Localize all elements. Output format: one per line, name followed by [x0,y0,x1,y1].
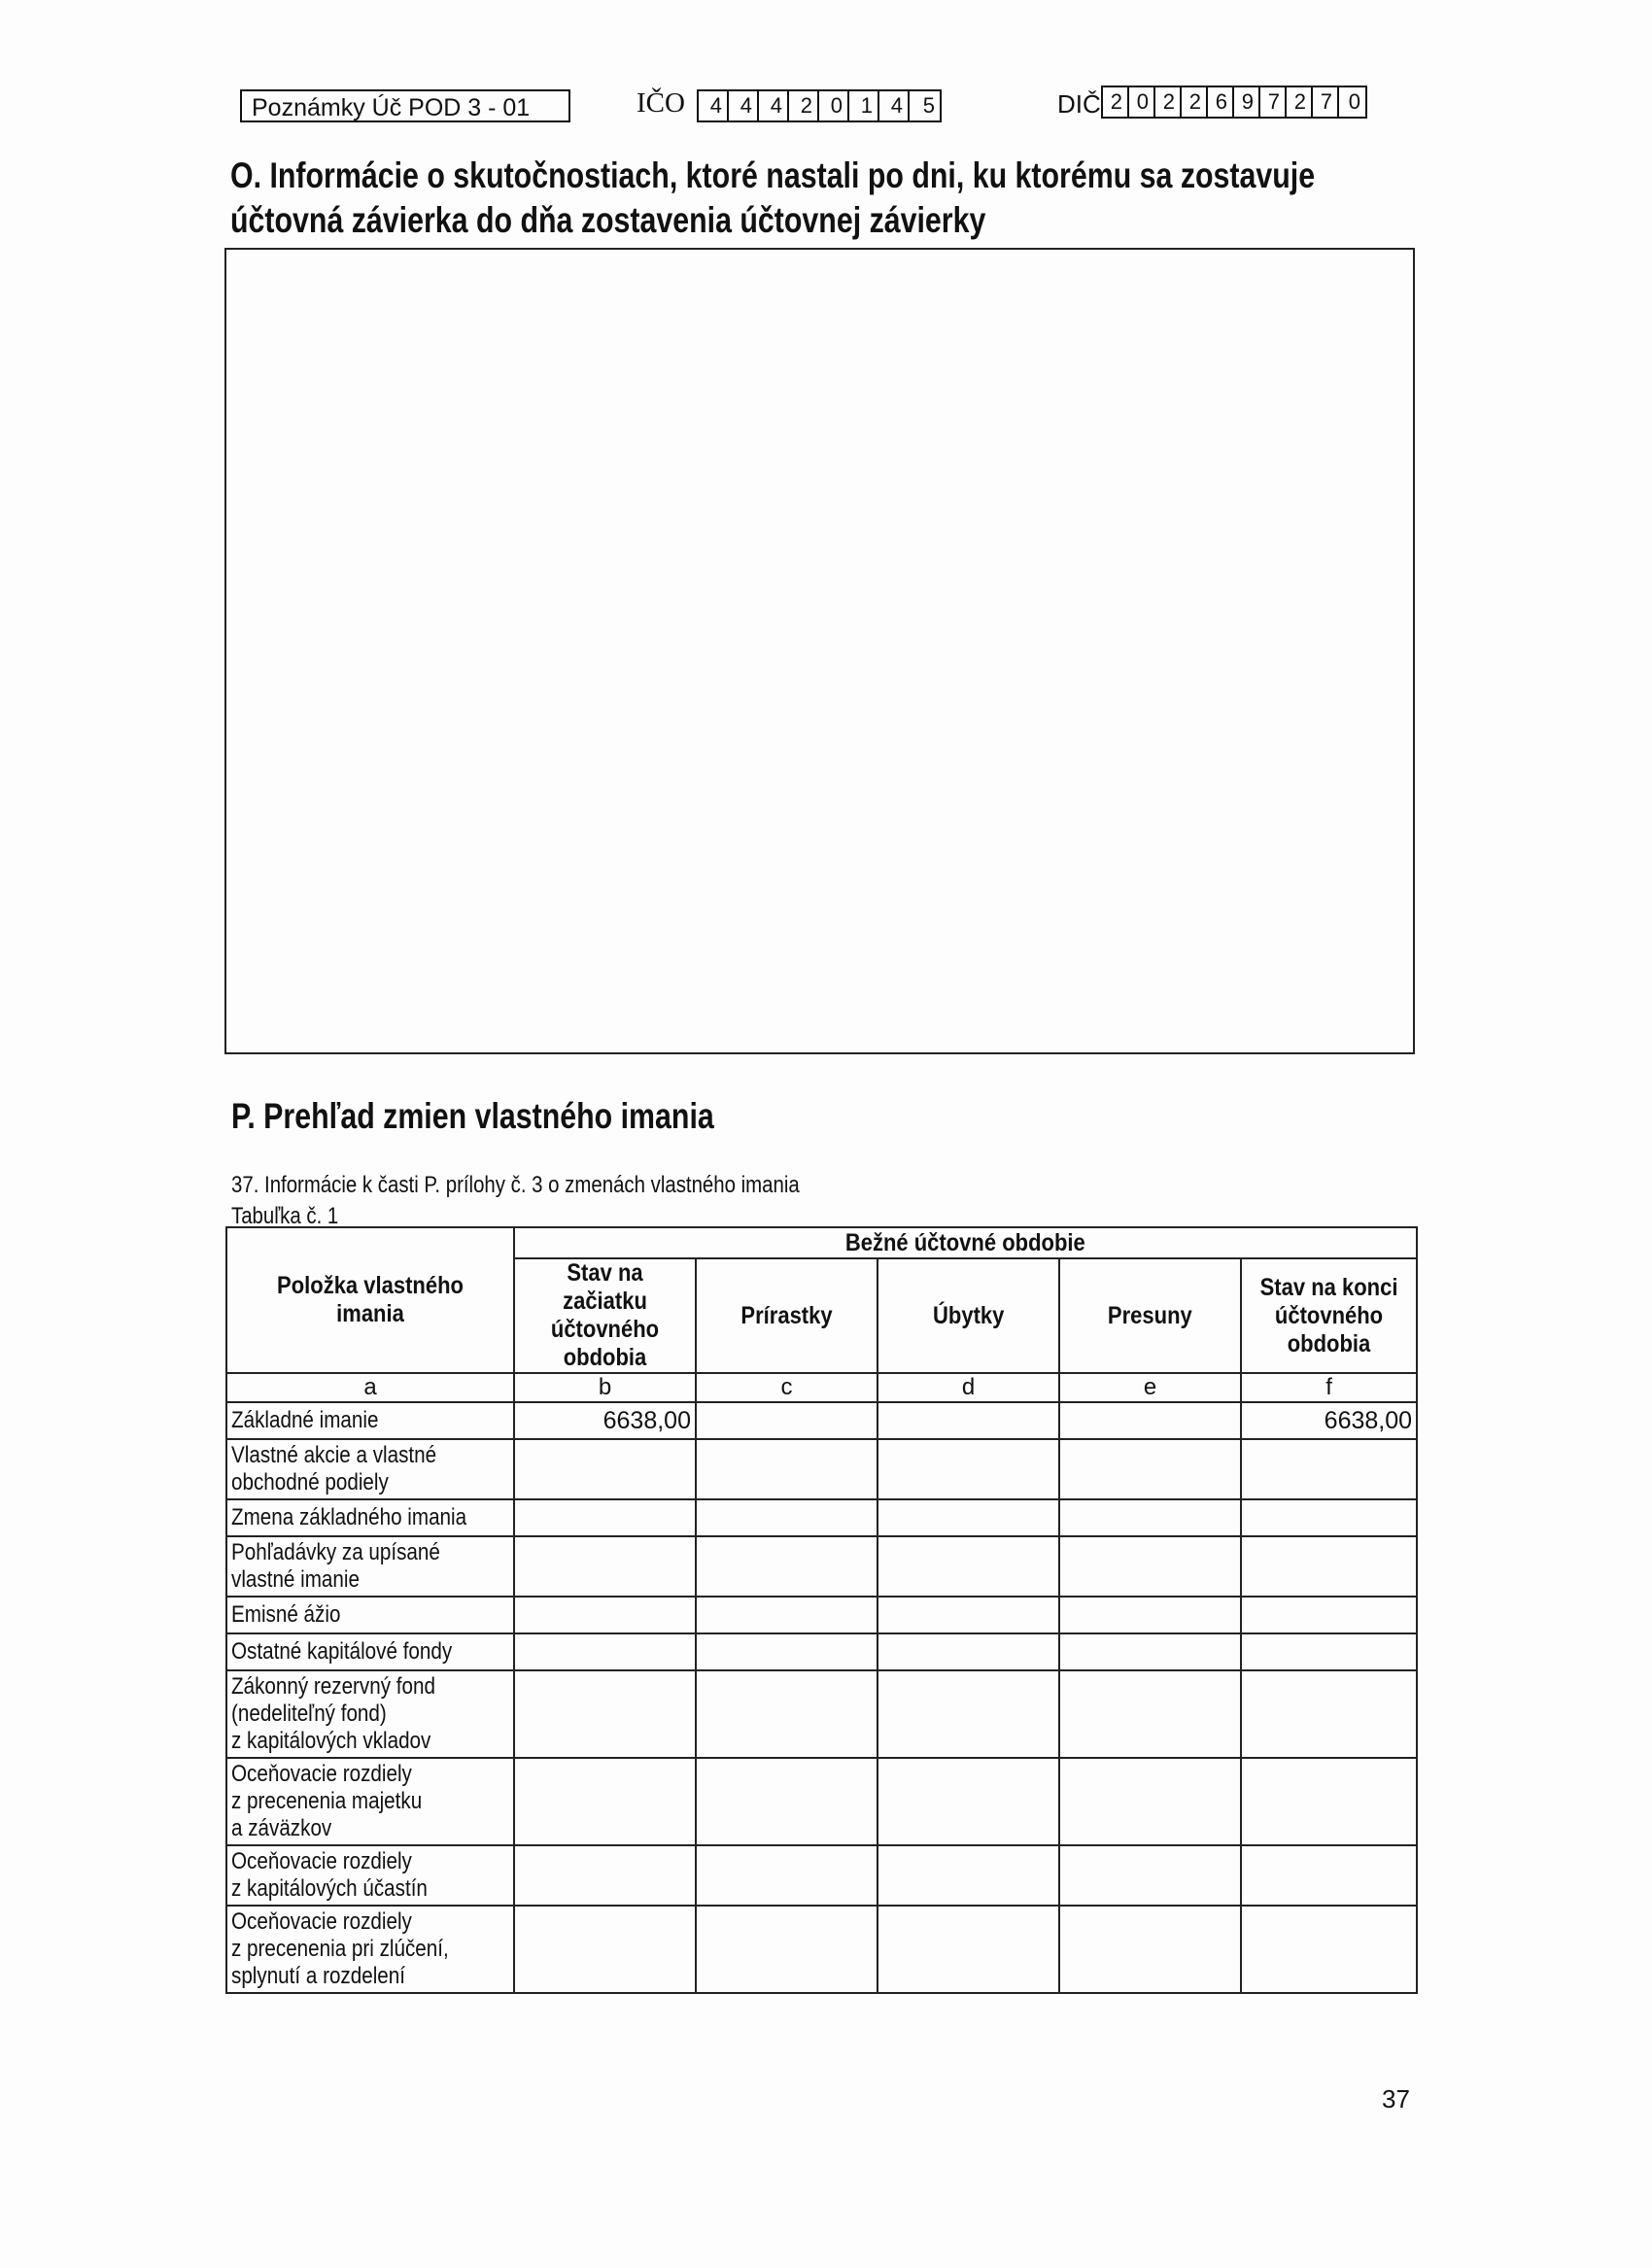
cell-start [514,1670,696,1758]
row-label-line: Oceňovacie rozdiely [231,1761,412,1787]
row-label [226,1439,514,1499]
cell-start [514,1499,696,1536]
section-p-heading: P. Prehľad zmien vlastného imania [231,1096,714,1136]
digit-box: 0 [1129,87,1155,117]
row-label-line: Vlastné akcie a vlastné [231,1442,437,1468]
row-label [226,1597,514,1633]
section-o-text-box [224,248,1415,1054]
digit-box: 7 [1313,87,1339,117]
cell-increase [696,1439,878,1499]
table-row [226,1906,1417,1993]
row-label-line: Ostatné kapitálové fondy [231,1638,453,1665]
digit-box: 6 [1208,87,1234,117]
cell-start [514,1633,696,1670]
cell-transfer [1059,1845,1241,1906]
column-letters-row [226,1373,1417,1402]
digit-box: 2 [1155,87,1182,117]
cell-end [1241,1670,1417,1758]
cell-increase [696,1597,878,1633]
table-row [226,1758,1417,1845]
digit-box: 2 [1182,87,1208,117]
cell-end [1241,1536,1417,1597]
cell-end [1241,1499,1417,1536]
cell-start [514,1845,696,1906]
row-label [226,1670,514,1758]
cell-start [514,1597,696,1633]
column-letter: c [696,1373,878,1402]
cell-increase [696,1845,878,1906]
table-row [226,1536,1417,1597]
row-label-line: z precenenia pri zlúčení, [231,1936,449,1962]
digit-box: 4 [879,91,910,120]
table-row [226,1499,1417,1536]
row-label [226,1845,514,1906]
cell-increase [696,1499,878,1536]
dic-label: DIČ [1057,89,1101,119]
row-label-line: Základné imanie [231,1407,379,1433]
col-header-end: Stav na konci účtovného obdobia [1241,1258,1417,1373]
column-letter: a [226,1373,514,1402]
cell-end [1241,1439,1417,1499]
table-row [226,1439,1417,1499]
form-id-box: Poznámky Úč POD 3 - 01 [240,89,570,122]
row-label [226,1633,514,1670]
digit-box: 4 [699,91,729,120]
cell-end [1241,1906,1417,1993]
row-label-line: Emisné ážio [231,1601,341,1628]
row-label-line: Oceňovacie rozdiely [231,1848,412,1874]
row-label [226,1536,514,1597]
cell-start: 6638,00 [514,1402,696,1439]
digit-box: 2 [789,91,819,120]
dic-digit-boxes [1101,86,1367,119]
column-letter: f [1241,1373,1417,1402]
row-label-line: obchodné podiely [231,1469,389,1495]
col-header-decrease: Úbytky [878,1258,1059,1373]
section-o-heading-line1: O. Informácie o skutočnostiach, ktoré nastali po dni, ku ktorému sa zostavuje [230,155,1316,195]
cell-transfer [1059,1499,1241,1536]
row-label-line: (nedeliteľný fond) [231,1701,387,1727]
section-o-heading-line2: účtovná závierka do dňa zostavenia účtovnej závierky [230,200,986,240]
digit-box: 2 [1103,87,1129,117]
cell-increase [696,1758,878,1845]
cell-end [1241,1633,1417,1670]
table-caption: Tabuľka č. 1 [231,1203,339,1229]
row-label-line: vlastné imanie [231,1566,360,1593]
cell-transfer [1059,1402,1241,1439]
digit-box: 4 [759,91,789,120]
cell-start [514,1439,696,1499]
cell-decrease [878,1845,1059,1906]
row-label [226,1906,514,1993]
cell-end [1241,1597,1417,1633]
cell-transfer [1059,1758,1241,1845]
column-letter: d [878,1373,1059,1402]
row-label-line: z kapitálových vkladov [231,1728,431,1754]
cell-end [1241,1845,1417,1906]
row-label-line: Zmena základného imania [231,1504,467,1530]
cell-end [1241,1758,1417,1845]
col-header-increase: Prírastky [696,1258,878,1373]
ico-label: IČO [637,87,685,119]
table-row [226,1402,1417,1439]
row-label-line: Zákonný rezervný fond [231,1673,435,1700]
column-letter: e [1059,1373,1241,1402]
col-header-transfer: Presuny [1059,1258,1241,1373]
row-label-line: Oceňovacie rozdiely [231,1908,412,1935]
cell-transfer [1059,1439,1241,1499]
row-label [226,1758,514,1845]
column-letter: b [514,1373,696,1402]
cell-increase [696,1906,878,1993]
page-number: 37 [1382,2084,1410,2113]
table-row [226,1597,1417,1633]
row-label-line: z precenenia majetku [231,1788,423,1814]
row-label-line: z kapitálových účastín [231,1875,428,1902]
digit-box: 0 [1348,89,1360,114]
cell-start [514,1758,696,1845]
cell-decrease [878,1906,1059,1993]
row-label-line: a záväzkov [231,1815,332,1841]
table-row [226,1670,1417,1758]
cell-transfer [1059,1633,1241,1670]
digit-box: 2 [1287,87,1313,117]
row-label [226,1499,514,1536]
cell-increase [696,1633,878,1670]
cell-decrease [878,1536,1059,1597]
ico-digit-boxes [697,89,942,122]
cell-increase [696,1670,878,1758]
cell-transfer [1059,1670,1241,1758]
cell-decrease [878,1402,1059,1439]
cell-decrease [878,1597,1059,1633]
equity-table-body [226,1402,1417,1993]
cell-decrease [878,1499,1059,1536]
digit-box: 7 [1260,87,1287,117]
cell-start [514,1906,696,1993]
digit-box: 0 [819,91,849,120]
equity-changes-table [225,1226,1418,1994]
cell-end: 6638,00 [1241,1402,1417,1439]
cell-transfer [1059,1597,1241,1633]
section-p-note: 37. Informácie k časti P. prílohy č. 3 o zmenách vlastného imania [231,1172,800,1198]
col-header-start: Stav na začiatku účtovného obdobia [514,1258,696,1373]
row-label [226,1402,514,1439]
cell-increase [696,1536,878,1597]
cell-decrease [878,1758,1059,1845]
cell-transfer [1059,1536,1241,1597]
row-label-line: Pohľadávky za upísané [231,1539,440,1565]
row-label-line: splynutí a rozdelení [231,1963,405,1989]
table-row [226,1633,1417,1670]
digit-box: 5 [922,93,935,118]
cell-decrease [878,1633,1059,1670]
col-header-item: Položka vlastného imania [226,1227,514,1373]
cell-decrease [878,1670,1059,1758]
cell-transfer [1059,1906,1241,1993]
cell-start [514,1536,696,1597]
digit-box: 4 [729,91,759,120]
digit-box: 9 [1234,87,1260,117]
digit-box: 1 [849,91,879,120]
cell-increase [696,1402,878,1439]
col-header-current-period: Bežné účtovné obdobie [514,1227,1417,1258]
section-o-heading [230,154,1315,243]
cell-decrease [878,1439,1059,1499]
table-row [226,1845,1417,1906]
